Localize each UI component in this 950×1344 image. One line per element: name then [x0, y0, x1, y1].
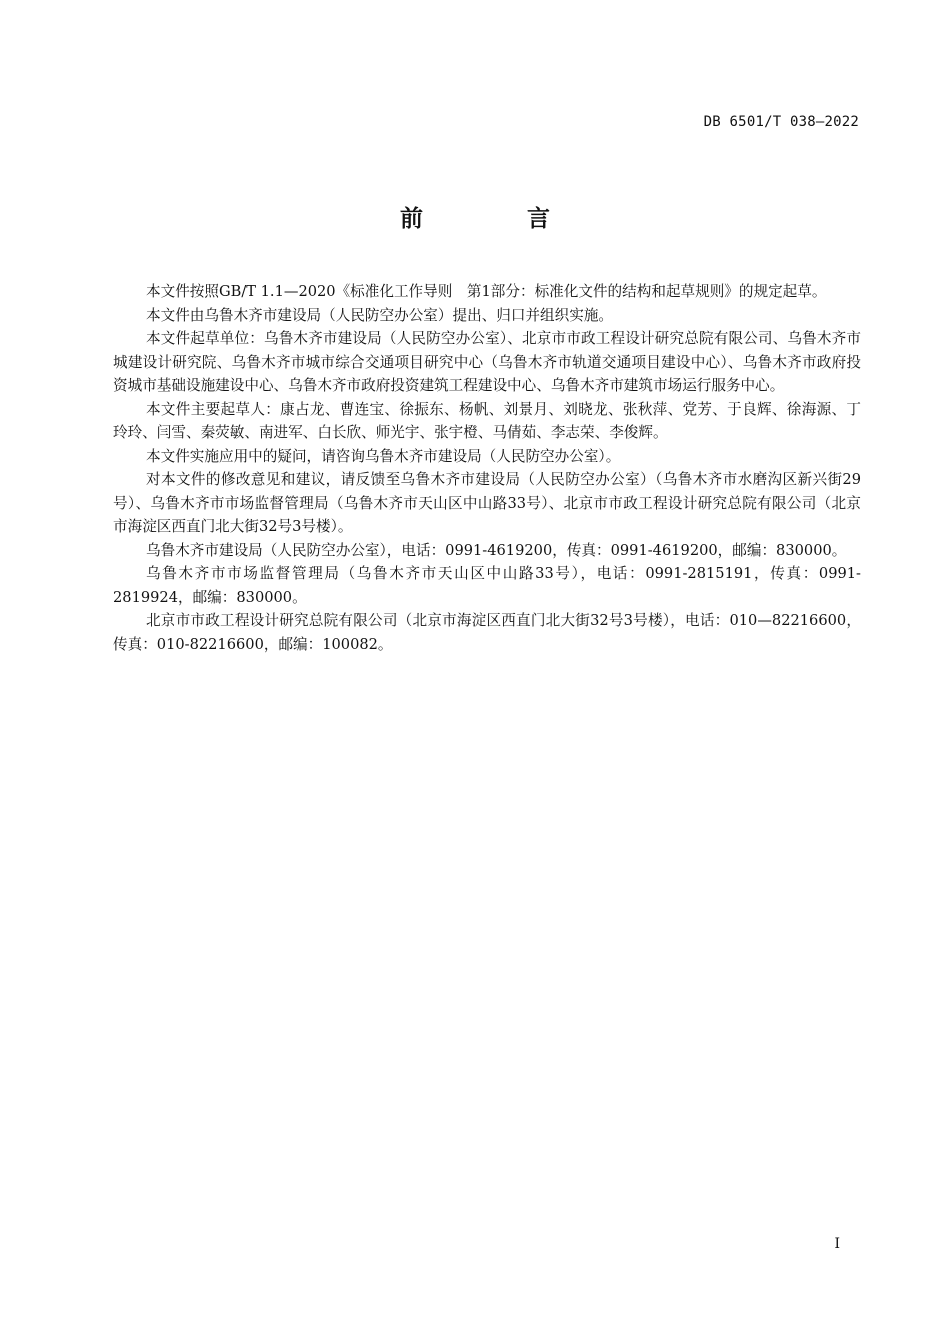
paragraph-inquiries: 本文件实施应用中的疑问，请咨询乌鲁木齐市建设局（人民防空办公室）。 [146, 447, 621, 465]
paragraph-drafting-rules: 本文件按照GB/T 1.1—2020《标准化工作导则 第1部分：标准化文件的结构和起草规则》的规定起草。 [146, 283, 827, 300]
paragraph-contact-construction-bureau: 乌鲁木齐市建设局（人民防空办公室），电话：0991-4619200，传真：0991-4619200，邮编：830000。 [146, 541, 847, 559]
paragraph-drafters: 本文件主要起草人：康占龙、曹连宝、徐振东、杨帆、刘景月、刘晓龙、张秋萍、党芳、于良辉、徐海源、丁玲玲、闫雪、秦荧敏、南进军、白长欣、师光宇、张宇橙、马倩茹、李志荣、李俊辉。 [113, 400, 861, 441]
paragraph-proposer: 本文件由乌鲁木齐市建设局（人民防空办公室）提出、归口并组织实施。 [146, 306, 614, 324]
paragraph-contact-design-institute: 北京市市政工程设计研究总院有限公司（北京市海淀区西直门北大街32号3号楼），电话：010—82216600，传真：010-82216600，邮编：100082。 [113, 612, 861, 653]
page-number: I [834, 1236, 840, 1252]
paragraph-drafting-units: 本文件起草单位：乌鲁木齐市建设局（人民防空办公室）、北京市市政工程设计研究总院有限公司、乌鲁木齐市城建设计研究院、乌鲁木齐市城市综合交通项目研究中心（乌鲁木齐市轨道交通项目建设中心）、乌鲁木齐市政府投资城市基础设施建设中心、乌鲁木齐市政府投资建筑工程建设中心、乌鲁木齐市建筑市场运行服务中心。 [113, 330, 861, 394]
document-code: DB 6501/T 038—2022 [703, 114, 859, 130]
paragraph-feedback: 对本文件的修改意见和建议，请反馈至乌鲁木齐市建设局（人民防空办公室）（乌鲁木齐市水磨沟区新兴街29号）、乌鲁木齐市市场监督管理局（乌鲁木齐市天山区中山路33号）、北京市市政工程设计研究总院有限公司（北京市海淀区西直门北大街32号3号楼）。 [113, 471, 861, 535]
foreword-body [113, 280, 861, 656]
paragraph-contact-market-supervision: 乌鲁木齐市市场监督管理局（乌鲁木齐市天山区中山路33号），电话：0991-2815191，传真：0991-2819924，邮编：830000。 [113, 565, 861, 606]
page-title: 前 言 [399, 206, 598, 232]
